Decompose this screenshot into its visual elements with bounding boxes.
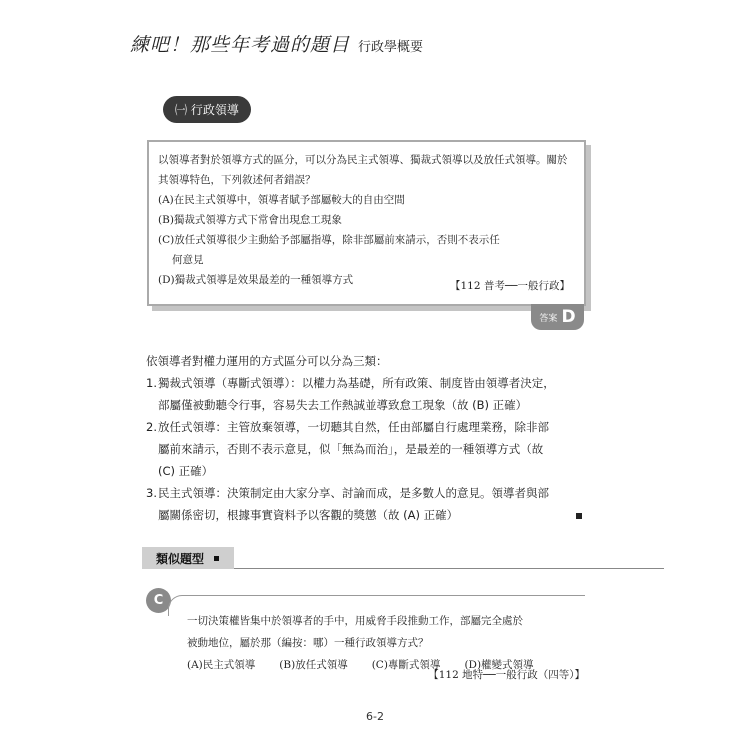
option-a: (A)在民主式領導中，領導者賦予部屬較大的自由空間 — [158, 194, 405, 206]
item-line: 屬前來請示，否則不表示意見，似「無為而治」，是最差的一種領導方式（故 — [158, 442, 544, 456]
option-d: (D)權變式領導 — [464, 659, 534, 671]
bracket-line — [185, 595, 585, 596]
answer-label: 答案 — [539, 313, 558, 324]
page-header — [130, 30, 423, 57]
answer-badge — [531, 304, 584, 330]
item-line: 放任式領導：主管放棄領導，一切聽其自然，任由部屬自行處理業務，除非部 — [158, 420, 549, 434]
option-d: (D)獨裁式領導是效果最差的一種領導方式 — [158, 274, 354, 286]
item-line: 獨裁式領導（專斷式領導）：以權力為基礎，所有政策、制度皆由領導者決定， — [158, 376, 555, 390]
similar-title: 類似題型 — [156, 552, 205, 566]
page-number: 6-2 — [366, 710, 384, 723]
question-2-badge: C — [146, 588, 171, 613]
square-bullet-icon — [214, 556, 219, 561]
item-line: 部屬僅被動聽令行事，容易失去工作熱誠並導致怠工現象（故 (B) 正確） — [158, 398, 528, 412]
question-2-stem-line: 被動地位，屬於那（編按：哪）一種行政領導方式？ — [187, 637, 429, 649]
explanation-item — [146, 416, 586, 482]
option-c: (C)放任式領導很少主動給予部屬指導，除非部屬前來請示，否則不表示任 — [158, 234, 500, 246]
end-mark — [576, 513, 582, 519]
option-c-continued: 何意見 — [172, 254, 204, 266]
item-line: 民主式領導：決策制定由大家分享、討論而成，是多數人的意見。領導者與部 — [158, 486, 549, 500]
question-1-stem: 以領導者對於領導方式的區分，可以分為民主式領導、獨裁式領導以及放任式領導。關於其領導特色，下列敘述何者錯誤？ — [158, 154, 568, 186]
option-b: (B)放任式領導 — [279, 659, 348, 671]
bracket-curve — [168, 595, 189, 616]
question-2-stem-line: 一切決策權皆集中於領導者的手中，用威脅手段推動工作，部屬完全處於 — [187, 615, 523, 627]
question-1-source: 【112 普考──一般行政】 — [449, 280, 570, 292]
brand-title: 練吧！那些年考過的題目 — [130, 34, 351, 56]
item-number: 1. — [146, 376, 157, 390]
explanation — [146, 350, 586, 526]
divider — [234, 568, 664, 569]
item-number: 3. — [146, 486, 157, 500]
explanation-intro: 依領導者對權力運用的方式區分可以分為三類： — [146, 354, 388, 368]
section-label: ㈠ 行政領導 — [163, 96, 251, 123]
answer-value: D — [561, 307, 576, 327]
explanation-item — [146, 482, 586, 526]
item-line: 屬關係密切，根據事實資料予以客觀的獎懲（故 (A) 正確） — [158, 508, 459, 522]
option-c: (C)專斷式領導 — [371, 659, 441, 671]
question-2-source: 【112 地特──一般行政（四等）】 — [428, 669, 585, 681]
explanation-item — [146, 372, 586, 416]
option-a: (A)民主式領導 — [187, 659, 256, 671]
item-number: 2. — [146, 420, 157, 434]
question-1 — [158, 150, 572, 290]
item-line: (C) 正確） — [158, 464, 214, 478]
subject-title: 行政學概要 — [358, 40, 424, 55]
option-b: (B)獨裁式領導方式下常會出現怠工現象 — [158, 214, 342, 226]
